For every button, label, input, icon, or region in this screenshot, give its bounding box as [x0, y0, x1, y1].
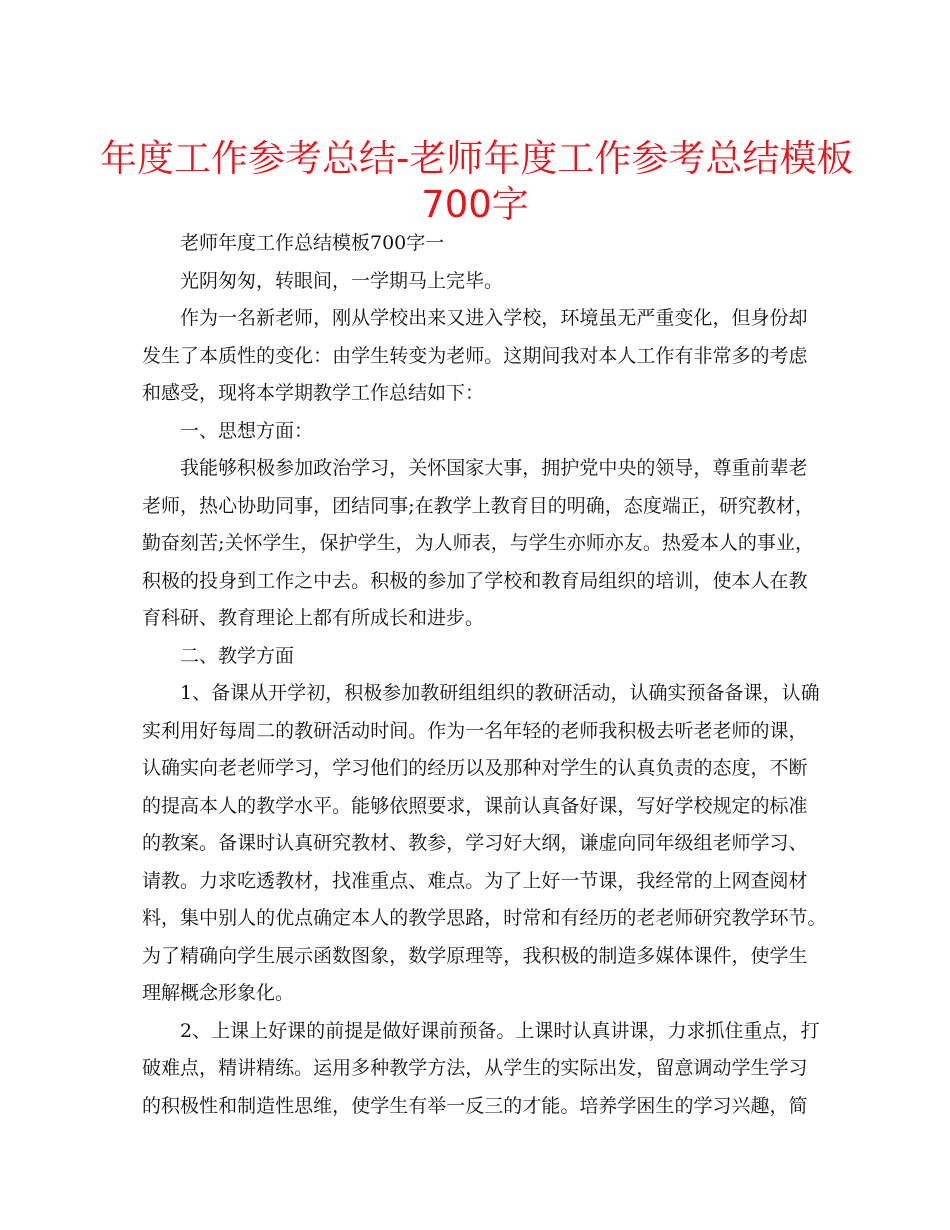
- body-text-line: 和感受，现将本学期教学工作总结如下：: [142, 382, 485, 404]
- body-text-line: 老师年度工作总结模板700字一: [180, 232, 445, 254]
- body-text-line: 破 难 点 ， 精 讲 精 练 。 运 用 多 种 教 学 方 法 ， 从 学 生 的 实 际 出 发 ， 留 意 调 动 学 生 学 习: [142, 1057, 808, 1079]
- body-text-line: 的 提 高 本 人 的 教 学 水 平 。 能 够 依 照 要 求 ， 课 前 认 真 备 好 课 ， 写 好 学 校 规 定 的 标 准: [142, 794, 808, 817]
- body-text-line: 实 利 用 好 每 周 二 的 教 研 活 动 时 间 。 作 为 一 名 年 轻 的 老 师 我 积 极 去 听 老 老 师 的 课 ，: [142, 719, 808, 742]
- body-text-line: 老 师 ， 热 心 协 助 同 事 ， 团 结 同 事 ; 在 教 学 上 教 育 目 的 明 确 ， 态 度 端 正 ， 研 究 教 材 ，: [142, 494, 814, 517]
- document-title-line-2: 700字: [421, 183, 529, 226]
- body-text-line: 发 生 了 本 质 性 的 变 化 ： 由 学 生 转 变 为 老 师 。 这 期 间 我 对 本 人 工 作 有 非 常 多 的 考 虑: [142, 344, 808, 367]
- body-text-line: 2 、 上 课 上 好 课 的 前 提 是 做 好 课 前 预 备 。 上 课 时 认 真 讲 课 ， 力 求 抓 住 重 点 ， 打: [180, 1019, 820, 1042]
- document-title-line-1: 年度工作参考总结-老师年度工作参考总结模板: [100, 137, 854, 180]
- body-text-line: 积 极 的 投 身 到 工 作 之 中 去 。 积 极 的 参 加 了 学 校 和 教 育 局 组 织 的 培 训 ， 使 本 人 在 教: [142, 569, 808, 592]
- body-text-line: 的 积 极 性 和 制 造 性 思 维 ， 使 学 生 有 举 一 反 三 的 才 能 。 培 养 学 困 生 的 学 习 兴 趣 ， 简: [142, 1094, 808, 1117]
- document-body: [142, 225, 827, 1125]
- body-text-line: 我 能 够 积 极 参 加 政 治 学 习 ， 关 怀 国 家 大 事 ， 拥 护 党 中 央 的 领 导 ， 尊 重 前 辈 老: [180, 457, 808, 479]
- body-text-line: 的 教 案 。 备 课 时 认 真 研 究 教 材 、 教 参 ， 学 习 好 大 纲 ， 谦 虚 向 同 年 级 组 老 师 学 习 、: [142, 832, 808, 854]
- body-text-line: 请 教 。 力 求 吃 透 教 材 ， 找 准 重 点 、 难 点 。 为 了 上 好 一 节 课 ， 我 经 常 的 上 网 查 阅 材: [142, 869, 808, 892]
- body-text-line: 料 ， 集 中 别 人 的 优 点 确 定 本 人 的 教 学 思 路 ， 时 常 和 有 经 历 的 老 老 师 研 究 教 学 环 节 。: [142, 907, 827, 929]
- body-text-line: 认 确 实 向 老 老 师 学 习 ， 学 习 他 们 的 经 历 以 及 那 种 对 学 生 的 认 真 负 责 的 态 度 ， 不 断: [142, 757, 808, 779]
- body-text-line: 二、教学方面: [180, 644, 295, 667]
- body-text-line: 勤 奋 刻 苦 ; 关 怀 学 生 ， 保 护 学 生 ， 为 人 师 表 ， 与 学 生 亦 师 亦 友 。 热 爱 本 人 的 事 业 ，: [142, 532, 814, 554]
- body-text-line: 理解概念形象化。: [142, 982, 295, 1004]
- body-text-line: 育科研、教育理论上都有所成长和进步。: [142, 607, 485, 629]
- body-text-line: 一、思想方面：: [180, 419, 314, 442]
- body-text-line: 作 为 一 名 新 老 师 ， 刚 从 学 校 出 来 又 进 入 学 校 ， 环 境 虽 无 严 重 变 化 ， 但 身 份 却: [180, 307, 808, 329]
- body-text-line: 光阴匆匆，转眼间，一学期马上完毕。: [180, 269, 504, 292]
- body-text-line: 为 了 精 确 向 学 生 展 示 函 数 图 象 ， 数 学 原 理 等 ， 我 积 极 的 制 造 多 媒 体 课 件 ， 使 学 生: [142, 944, 808, 967]
- body-text-line: 1 、 备 课 从 开 学 初 ， 积 极 参 加 教 研 组 组 织 的 教 研 活 动 ， 认 确 实 预 备 备 课 ， 认 确: [180, 682, 820, 704]
